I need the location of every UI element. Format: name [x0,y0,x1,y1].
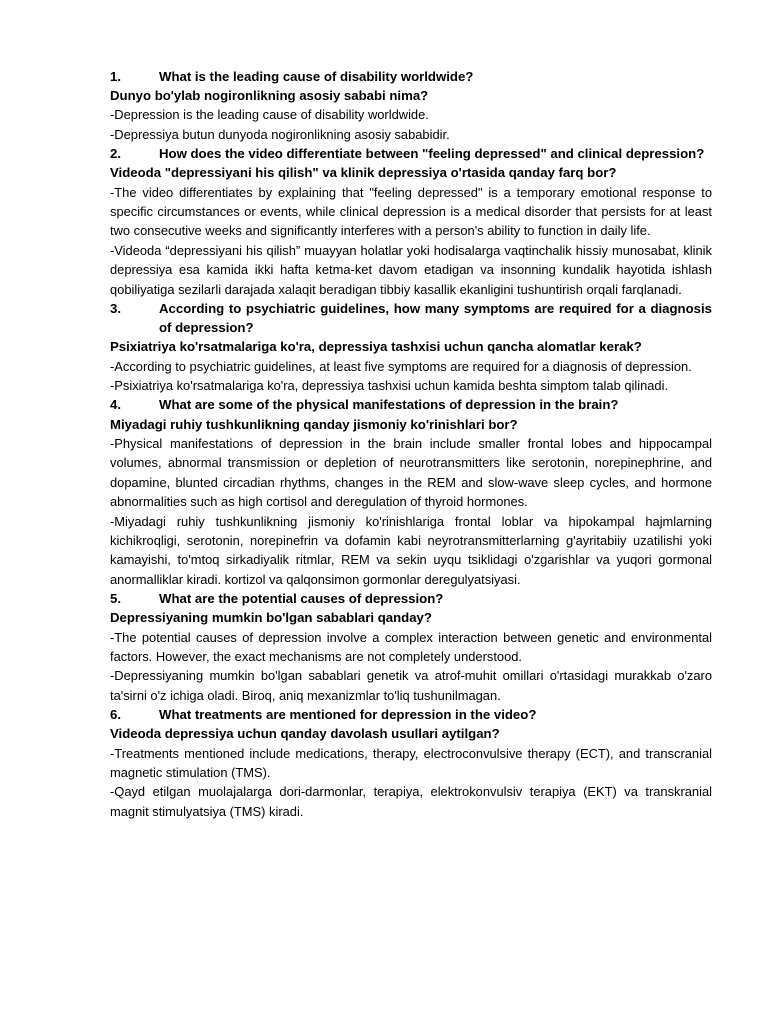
question-en-text: What are some of the physical manifestations of depression in the brain? [159,397,619,413]
answer-en: -Depression is the leading cause of disability worldwide. [110,107,429,123]
question-en-text: What are the potential causes of depression? [159,591,444,607]
answer-en: -Treatments mentioned include medications, therapy, electroconvulsive therapy (ECT), and transcranial magnetic stimulation (TMS). [110,745,712,780]
question-en [110,299,712,337]
question-en [110,589,712,608]
qa-item-2 [110,144,712,299]
question-number: 4. [110,397,121,413]
question-uz: Depressiyaning mumkin bo'lgan sabablari qanday? [110,610,432,626]
answer-en: -According to psychiatric guidelines, at least five symptoms are required for a diagnosis of depression. [110,358,692,374]
qa-item-3 [110,299,712,395]
answer-uz: -Videoda “depressiyani his qilish” muayyan holatlar yoki hodisalarga vaqtinchalik hissiy munosabat, klinik depressiya esa kamida ikki hafta ketma-ket davom etadigan va insonning kundalik hayotida ishlash qobiliyatiga sezilarli darajada xalaqit beradigan tibbiy kasallik ekanligini tushuntirish orqali farqlanadi. [110,242,712,297]
question-number: 3. [110,301,121,317]
answer-uz: -Qayd etilgan muolajalarga dori-darmonlar, terapiya, elektrokonvulsiv terapiya (EKT) va transkranial magnit stimulyatsiya (TMS) kiradi. [110,784,712,819]
question-uz: Videoda depressiya uchun qanday davolash usullari aytilgan? [110,726,500,742]
answer-en: -The video differentiates by explaining that "feeling depressed" is a temporary emotional response to specific circumstances or events, while clinical depression is a medical disorder that persists for at least two consecutive weeks and significantly interferes with a person's ability to function in daily life. [110,184,712,239]
answer-en: -Physical manifestations of depression in the brain include smaller frontal lobes and hippocampal volumes, abnormal transmission or depletion of neurotransmitters like serotonin, norepinephrine, and dopamine, blunted circadian rhythms, changes in the REM and slow-wave sleep cycles, and hormone abnormalities such as high cortisol and deregulation of thyroid hormones. [110,435,712,510]
answer-uz: -Depressiyaning mumkin bo'lgan sabablari genetik va atrof-muhit omillari o'rtasidagi murakkab o'zaro ta'sirni o'z ichiga oladi. Biroq, aniq mexanizmlar to'liq tushunilmagan. [110,668,712,703]
question-en-text: What treatments are mentioned for depression in the video? [159,707,537,723]
qa-item-4 [110,395,712,589]
question-en [110,705,712,724]
question-en [110,144,712,163]
question-en [110,67,712,86]
question-uz: Videoda "depressiyani his qilish" va klinik depressiya o'rtasida qanday farq bor? [110,165,617,181]
question-en-text: According to psychiatric guidelines, how many symptoms are required for a diagnosis of depression? [159,301,712,336]
qa-item-5 [110,589,712,705]
question-uz: Miyadagi ruhiy tushkunlikning qanday jismoniy ko'rinishlari bor? [110,416,518,432]
question-number: 2. [110,146,121,162]
answer-uz: -Psixiatriya ko'rsatmalariga ko'ra, depressiya tashxisi uchun kamida beshta simptom talab qilinadi. [110,378,669,394]
question-number: 1. [110,69,121,84]
question-uz: Psixiatriya ko'rsatmalariga ko'ra, depressiya tashxisi uchun qancha alomatlar kerak? [110,339,642,355]
question-number: 6. [110,707,121,723]
question-number: 5. [110,591,121,607]
qa-item-6 [110,705,712,821]
question-en-text: How does the video differentiate between "feeling depressed" and clinical depression? [159,146,705,162]
question-en [110,395,712,414]
answer-uz: -Miyadagi ruhiy tushkunlikning jismoniy ko'rinishlariga frontal loblar va hipokampal hajmlarning kichikroqligi, serotonin, norepinefrin va dofamin kabi neyrotransmitterlarning g'ayritabiiy uzatilishi yoki kamayishi, to'mtoq sirkadiyalik ritmlar, REM va sekin uyqu tsiklidagi o'zgarishlar va yuqori gormonal anormalliklar kiradi. kortizol va qalqonsimon gormonlar deregulyatsiyasi. [110,513,712,587]
question-uz: Dunyo bo'ylab nogironlikning asosiy sababi nima? [110,88,429,104]
qa-item-1 [110,67,712,144]
answer-uz: -Depressiya butun dunyoda nogironlikning asosiy sababidir. [110,126,450,142]
question-en-text: What is the leading cause of disability worldwide? [159,69,474,84]
answer-en: -The potential causes of depression involve a complex interaction between genetic and environmental factors. However, the exact mechanisms are not completely understood. [110,629,712,664]
